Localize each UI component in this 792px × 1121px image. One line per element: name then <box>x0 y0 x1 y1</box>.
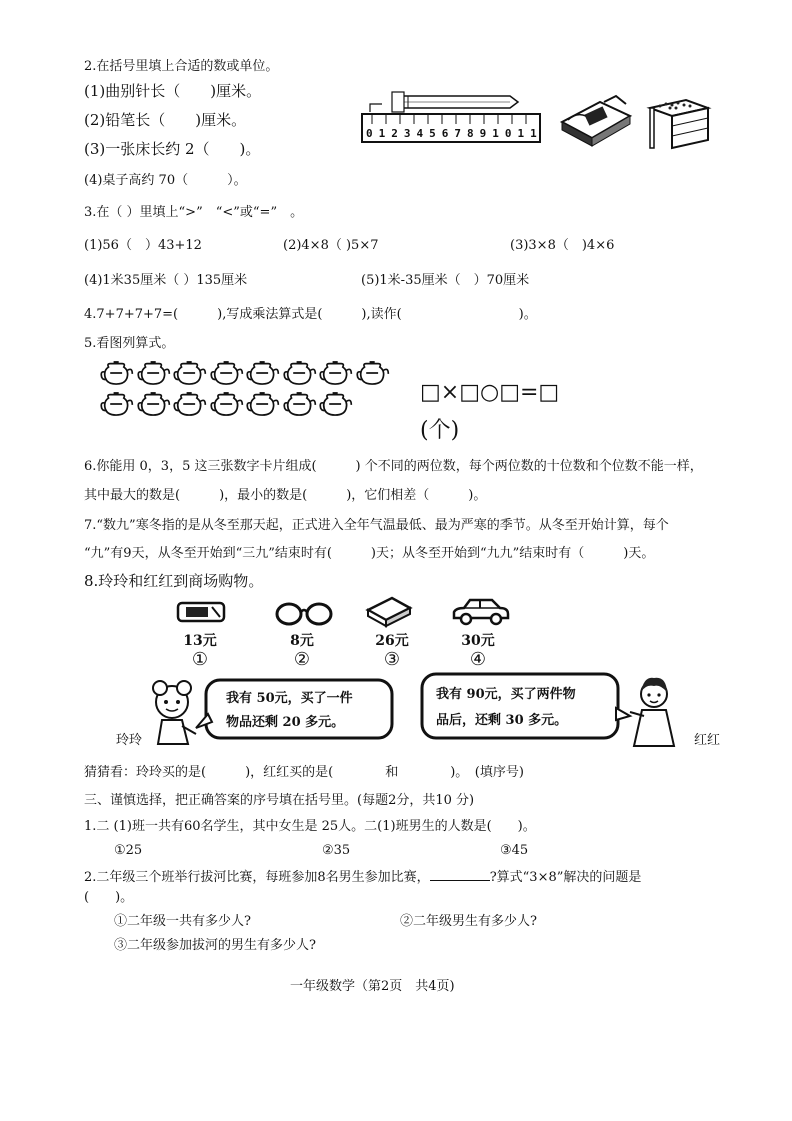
q7-line-1: 7.“数九”寒冬指的是从冬至那天起，正式进入全年气温最低、最为严寒的季节。从冬至开始计算，每个 <box>84 518 669 533</box>
q6-line-1: 6.你能用 0，3，5 这三张数字卡片组成( ) 个不同的两位数，每个两位数的十位数和个位数不能一样， <box>84 459 703 474</box>
page-footer: 一年级数学（第2页 共4页) <box>290 979 455 994</box>
item-3-price: 26元 <box>375 633 409 649</box>
item-3-index: ③ <box>383 649 401 670</box>
section3-q2-line-1: 2.二年级三个班举行拔河比赛，每班参加8名男生参加比赛， ?算式“3×8”解决的问题是 <box>84 870 642 885</box>
q3-item-5: (5)1米-35厘米（ ）70厘米 <box>361 273 530 288</box>
speech-bubble-right <box>420 672 630 742</box>
item-2-price: 8元 <box>290 633 314 649</box>
bed-icon <box>556 94 634 150</box>
bubble-right-line-1: 我有 90元，买了两件物 <box>436 687 576 702</box>
teapot-icon <box>210 389 244 419</box>
q8-guess: 猜猜看：玲玲买的是( )，红红买的是( 和 )。 (填序号) <box>84 765 524 780</box>
q2-item-4: (4)桌子高约 70（ ）。 <box>84 173 247 188</box>
q5-formula: □×□○□=□ <box>420 380 560 405</box>
teapot-icon <box>100 389 134 419</box>
girl-linling-icon <box>146 676 202 748</box>
q2-item-2: (2)铅笔长（ )厘米。 <box>84 111 247 129</box>
q5-unit: (个) <box>420 418 460 443</box>
teapot-icon <box>246 389 280 419</box>
book-icon <box>364 594 414 628</box>
q5-title: 5.看图列算式。 <box>84 336 175 351</box>
q4-text: 4.7+7+7+7=( ),写成乘法算式是( ),读作( )。 <box>84 307 537 322</box>
teapot-icon <box>283 358 317 388</box>
section3-q2-option-3: ③二年级参加拔河的男生有多少人? <box>114 938 316 953</box>
glasses-icon <box>274 600 334 628</box>
desk-icon <box>646 96 710 152</box>
bubble-left-line-2: 物品还剩 20 多元。 <box>226 715 345 730</box>
section3-q2-option-2: ②二年级男生有多少人? <box>400 914 537 929</box>
q3-item-3: (3)3×8（ )4×6 <box>510 238 615 253</box>
q3-item-1: (1)56（ ）43+12 <box>84 238 202 253</box>
section3-q1-option-3: ③45 <box>500 843 529 858</box>
ruler-tick-labels: 01234567891011 <box>366 127 543 140</box>
bubble-left-line-1: 我有 50元，买了一件 <box>226 691 353 706</box>
item-4-index: ④ <box>469 649 487 670</box>
item-2-index: ② <box>293 649 311 670</box>
section3-title: 三、谨慎选择，把正确答案的序号填在括号里。(每题2分，共10 分) <box>84 793 475 808</box>
pencil-case-icon <box>176 600 226 624</box>
teapot-icon <box>173 358 207 388</box>
bubble-right-line-2: 品后，还剩 30 多元。 <box>436 713 568 728</box>
teapot-icon <box>319 358 353 388</box>
section3-q1-option-1: ①25 <box>114 843 143 858</box>
teapot-icon <box>356 358 390 388</box>
section3-q2-option-1: ①二年级一共有多少人? <box>114 914 251 929</box>
teapot-icon <box>283 389 317 419</box>
teapot-icon <box>137 358 171 388</box>
q3-item-4: (4)1米35厘米（ ）135厘米 <box>84 273 248 288</box>
answer-blank <box>430 868 490 881</box>
section3-q1-option-2: ②35 <box>322 843 351 858</box>
teapot-icon <box>319 389 353 419</box>
item-1-index: ① <box>191 649 209 670</box>
speech-bubble-left <box>196 678 396 742</box>
section3-q2-line-2: ( )。 <box>84 890 134 905</box>
item-4-price: 30元 <box>461 633 495 649</box>
q3-title: 3.在（ ）里填上“>” “<”或“=” 。 <box>84 205 304 220</box>
item-1-price: 13元 <box>183 633 217 649</box>
q2-item-3: (3)一张床长约 2（ )。 <box>84 140 261 158</box>
q8-title: 8.玲玲和红红到商场购物。 <box>84 572 264 590</box>
teapot-icon <box>173 389 207 419</box>
toy-car-icon <box>450 596 512 628</box>
q2-title: 2.在括号里填上合适的数或单位。 <box>84 59 279 74</box>
q6-line-2: 其中最大的数是( )，最小的数是( )，它们相差（ )。 <box>84 488 487 503</box>
teapot-icon <box>100 358 134 388</box>
section3-q1: 1.二 (1)班一共有60名学生，其中女生是 25人。二(1)班男生的人数是( )。 <box>84 819 536 834</box>
name-linling: 玲玲 <box>116 733 143 748</box>
teapot-icon <box>210 358 244 388</box>
q2-item-1: (1)曲别针长（ )厘米。 <box>84 82 262 100</box>
q3-item-2: (2)4×8（ )5×7 <box>283 238 379 253</box>
teapot-icon <box>246 358 280 388</box>
teapot-group <box>100 358 390 422</box>
teapot-icon <box>137 389 171 419</box>
q7-line-2: “九”有9天，从冬至开始到“三九”结束时有( )天；从冬至开始到“九九”结束时有（ )天。 <box>84 546 655 561</box>
girl-honghong-icon <box>624 672 684 748</box>
name-honghong: 红红 <box>694 733 721 748</box>
